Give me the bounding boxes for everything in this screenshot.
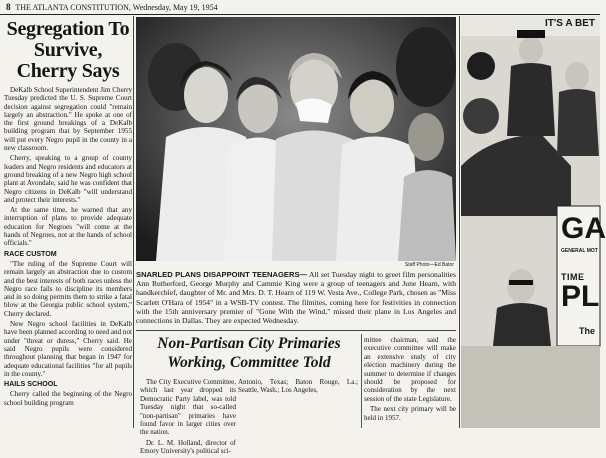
masthead-rule [0, 14, 600, 15]
section-rule [136, 330, 456, 331]
ad-big-letters-2: PL [561, 280, 600, 313]
second-paragraph: The next city primary will be held in 1957. [364, 405, 456, 422]
ad-big-letters: GA [561, 212, 606, 245]
column-rule [133, 16, 134, 428]
ad-bottom-text: The [579, 326, 596, 336]
lead-article [4, 16, 132, 428]
second-article-col3 [364, 336, 456, 424]
photo-caption [136, 270, 456, 325]
caption-body: All set Tuesday night to greet film personalities Ann Rutherford, George Murphy and Cammie King were a group of teenagers and June Hearn, with handkerchief, daughter of Mr. and Mrs. D. T. Hearn of 119 W. Vesta Ave., College Park, chosen as "Miss Scarlett O'Hara of 1954" in a WSB-TV contest. The filmites, coming here for festivities in connection with the 15th anniversary premier of "Gone With the Wind," missed their plane in Los Angeles and connections in Dallas. They are expected Wednesday. [136, 270, 456, 326]
column-rule [459, 16, 460, 428]
second-headline: Non-Partisan City Primaries Working, Committee Told [157, 335, 341, 371]
dateline: THE ATLANTA CONSTITUTION, Wednesday, May 19, 1954 [15, 3, 218, 12]
second-paragraph: The City Executive Committee, which last year dropped its Democratic Party label, was told Tuesday night that so-called "non-partisan" primaries have found favor in larger cities over the nation. [140, 378, 236, 437]
second-paragraph: Dr. L. M. Holland, director of Emory University's political sci- [140, 438, 236, 456]
lead-paragraph: At the same time, he warned that any interruption of plans to provide adequate education for Negroes "will come at the hands of Negroes, not at the hands of school officials." [4, 206, 132, 248]
second-paragraph: Antonio, Texas; Baton Rouge, La.; Seattle, Wash.; Los Angeles, [238, 378, 358, 395]
second-paragraph: mittee chairman, said the executive committee will make an extensive study of city election machinery during the summer to determine if changes should be proposed for consideration by the next session of the state Legislature. [364, 336, 456, 403]
ad-headline: IT'S A BET [545, 18, 595, 29]
lead-subhead: HAILS SCHOOL [4, 380, 58, 389]
photo-credit: Staff Photo—Ed Bator [404, 262, 454, 268]
news-photo [136, 17, 456, 261]
caption-head: SNARLED PLANS DISAPPOINT TEENAGERS— [136, 270, 308, 279]
masthead [6, 2, 456, 14]
lead-paragraph: New Negro school facilities in DeKalb have been planned according to need and not under "threat or duress," Cherry said. He said Negro pupils were considered throughout planning that began in 1947 for adequate educational facilities "for all pupils in the county." [4, 320, 132, 378]
lead-article-body [4, 86, 132, 407]
lead-paragraph: Cherry, speaking to a group of county leaders and Negro residents and educators at ground breaking of a new Negro high school plant at Avondale, said he was confident that Negro citizens in DeKalb "will understand and protect their interests." [4, 154, 132, 204]
ad-small-text: GENERAL MOT [561, 248, 598, 254]
second-article-col1 [140, 378, 236, 458]
second-article-col2 [238, 378, 358, 397]
lead-subhead: RACE CUSTOM [4, 249, 57, 258]
ad-time-text: TIME [561, 272, 585, 282]
advertisement [461, 16, 606, 428]
lead-paragraph: DeKalb School Superintendent Jim Cherry Tuesday predicted the U. S. Supreme Court decision against segregation could "remain largely an abstraction." He spoke at one of the first ground breakings of a DeKalb building program that by September 1955 will put every Negro pupil in the county in a new classroom. [4, 86, 132, 153]
column-rule [361, 334, 362, 428]
teenagers-photo-image [136, 17, 456, 261]
lead-headline: Segregation To Survive, Cherry Says [6, 18, 130, 82]
lead-paragraph: "The ruling of the Supreme Court will remain largely an abstraction due to custom and the best interests of both races unless the Negro race fails to discipline its members and in so doing permits them to strike a fatal blow at the Georgia public school system," Cherry declared. [4, 259, 132, 318]
lead-paragraph: Cherry called the beginning of the Negro school building program [4, 390, 132, 407]
page-number: 8 [6, 2, 11, 12]
